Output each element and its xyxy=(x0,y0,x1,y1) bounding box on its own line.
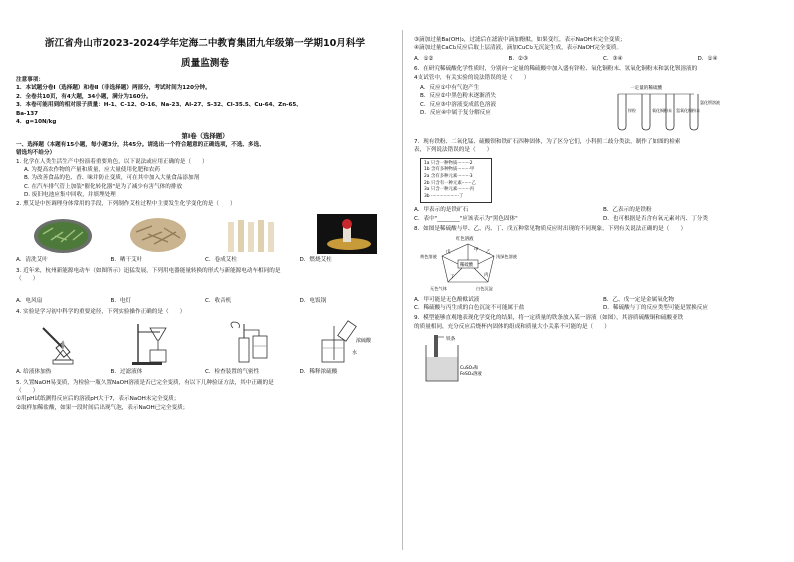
q6-option-d: D．反应④中属于复分解反应 xyxy=(420,110,491,117)
notes-heading: 注意事项： xyxy=(16,77,44,83)
q7-key-5: 3a 只含一种元素·········丙 xyxy=(424,187,475,193)
q5-statement-2: ②取样加稀盐酸，如果一段时间后出现气泡，表示NaOH已完全变质； xyxy=(16,404,189,411)
q6-block xyxy=(414,82,792,138)
q6-tube-3-label: 氢氧化铜粉末 xyxy=(676,108,700,114)
q7-option-a: A．甲表示的是铁矿石 xyxy=(414,207,469,214)
q5-statement-4: ④滴加过量CaCl₂反应后取上层清液，滴加CuCl₂无沉淀生成，表示NaOH完全变质。 xyxy=(414,45,623,52)
q8-stem: 8．如图是稀硫酸与甲、乙、丙、丁、戊五种常见物质反应时出现的不同现象，下列有关说法正确的是（ ） xyxy=(414,226,687,233)
q7-key-2: 1b 含有多种物质·········甲 xyxy=(424,167,475,173)
q8-label-wu: 戊 xyxy=(446,249,451,255)
q4-heating-liquid-figure xyxy=(33,320,93,366)
q8-lightgreen-label: 浅绿色溶液 xyxy=(496,253,517,259)
q2-figures xyxy=(16,210,394,254)
q8-option-a: A．甲可能是无色酚酞试液 xyxy=(414,296,480,303)
q2-washing-leaves-image xyxy=(33,214,93,254)
q9-beaker-figure xyxy=(424,331,494,385)
q8-label-yi: 乙 xyxy=(486,249,491,255)
note-2: 2．全卷共10页，有4大题，34小题，满分为160分。 xyxy=(16,93,152,100)
right-column xyxy=(414,36,792,385)
q5-statement-3: ③滴加过量Ba(OH)₂，过滤后在滤液中滴加酚酞，如果变红，表示NaOH未完全变质； xyxy=(414,37,626,43)
q6-test-tubes-figure xyxy=(604,82,720,138)
q6-caption: 一定量的稀硫酸 xyxy=(630,86,663,92)
q4-diluting-acid-figure xyxy=(312,320,378,366)
q6-stem-1: 6．在研究稀硫酸化学性质时，分别向一定量的稀硫酸中加入盛有锌粒、氧化铜粉末、氢氧化铜粉末和氯化钡溶液的 xyxy=(414,66,698,73)
q6-option-c: C．反应③中溶液变成蓝色溶液 xyxy=(420,101,497,108)
q5-option-c: C．③④ xyxy=(603,55,623,62)
q8-options-row-1 xyxy=(414,296,792,304)
q3-options xyxy=(16,297,394,305)
q1-option-a: A. 为提高农作物的产量和质量，应大量使用化肥和农药 xyxy=(24,167,160,174)
q3-stem-1: 3. 近年来，杭州新能源电动车（如图所示）迅猛发展，下列用电器能量转换的形式与新能源电动车相同的是 xyxy=(16,267,281,274)
q4-water-label: 水 xyxy=(351,350,357,357)
q5-stem-1: 5. 久置NaOH易变质，为检验一瓶久置NaOH溶液是否已完全变质，有以下几种验证方法，其中正确的是 xyxy=(16,379,274,386)
q4-acid-label: 浓硫酸 xyxy=(355,338,371,345)
title-line-1: 浙江省舟山市2023-2024学年定海二中教育集团九年级第一学期10月科学 xyxy=(44,38,366,49)
q5-option-d: D．①④ xyxy=(697,55,718,62)
section-intro-2: 错选均不给分） xyxy=(16,150,56,157)
q9-stem-2: 的质量相同，充分反应后烧杯内固体的组成和质量大小关系不可能的是（ ） xyxy=(414,323,610,330)
q8-option-d: D．稀硫酸与丁的反应类型可能是置换反应 xyxy=(603,305,708,312)
q9-solution-label-1: CuSO₄和 xyxy=(460,366,479,372)
q4-filtering-figure xyxy=(126,320,186,366)
q8-center-label: 稀硫酸 xyxy=(460,262,474,268)
q8-top-label: 红色溶液 xyxy=(456,236,474,242)
q6-option-b: B．反应②中黑色粉末逐渐消失 xyxy=(420,93,496,100)
q7-key-4: 2b 只含有一种元素·······乙 xyxy=(424,180,476,186)
q8-option-c: C．稀硫酸与丙生成的白色沉淀不可能属于盐 xyxy=(414,305,525,312)
q6-stem-2: 4支试管中，有关实验的说法错误的是（ ） xyxy=(414,74,530,81)
q2-rolling-moxa-image xyxy=(222,214,282,254)
q8-label-ding: 丁 xyxy=(450,274,455,280)
note-3: 3．本卷可能用到的相对原子质量：H-1、C-12、O-16、Na-23、Al-27、S-32、Cl-35.5、Cu-64、Zn-65、 xyxy=(16,102,302,109)
q2-option-a: A．清洗艾叶 xyxy=(16,257,48,264)
q8-yellow-label: 黄色溶液 xyxy=(420,253,437,259)
q6-tube-2-label: 氧化铜粉末 xyxy=(652,108,672,114)
q7-option-b: B．乙表示的是铁粉 xyxy=(603,207,652,214)
q5-stem-2: （ ） xyxy=(16,387,39,394)
q9-solution-label-2: FeSO₄溶液 xyxy=(460,372,482,378)
section-title: 第Ⅰ卷（选择题） xyxy=(181,132,229,141)
q7-key-3: 2a 含有多种元素·········3 xyxy=(424,174,473,180)
q2-stem: 2. 熏艾是中医调理身体常用的手段，下列制作艾柱过程中主要发生化学变化的是（ ） xyxy=(16,200,236,207)
q1-option-d: D. 废旧电池应集中回收，并填埋处理 xyxy=(24,192,116,199)
q7-options-row-1 xyxy=(414,206,792,214)
q1-option-c: C. 在汽车排气管上加装"催化转化器"是为了减少有害气体的排放 xyxy=(24,183,183,190)
q8-options-row-2 xyxy=(414,304,792,312)
q7-options-row-2 xyxy=(414,215,792,223)
q9-iron-label: 铁条 xyxy=(446,337,456,343)
q6-option-a: A．反应①中有气泡产生 xyxy=(420,85,480,92)
q7-stem-2: 表，下列说法错误的是（ ） xyxy=(414,147,493,154)
section-intro-1: 一、选择题（本题有15小题，每小题3分，共45分。请选出一个符合题意的正确选项，不选、多选、 xyxy=(16,141,265,148)
column-divider xyxy=(402,30,403,550)
q4-figures xyxy=(16,318,394,366)
note-3b: Ba-137 xyxy=(16,110,39,117)
q3-stem-2: （ ） xyxy=(16,275,39,282)
q2-option-b: B．晒干艾叶 xyxy=(110,257,143,264)
q4-option-b: B．过滤液体 xyxy=(110,369,143,376)
q6-tube-4-label: 氯化钡溶液 xyxy=(700,100,720,106)
q4-option-d: D．稀释浓硫酸 xyxy=(299,369,338,376)
q8-reaction-diagram xyxy=(420,234,516,296)
q5-statement-1: ①用pH试纸测得反应后的溶液pH大于7，表示NaOH未完全变质； xyxy=(16,396,180,403)
q4-option-c: C．检查装置的气密性 xyxy=(205,369,260,376)
q2-option-c: C．卷成艾柱 xyxy=(205,257,237,264)
q3-option-a: A．电风扇 xyxy=(16,298,43,305)
q6-tube-1-label: 锌粒 xyxy=(628,108,636,114)
q8-option-b: B．乙、戊一定是金属氧化物 xyxy=(603,296,674,303)
q5-options xyxy=(414,55,792,63)
q7-option-d: D．也可根据是否含有氧元素对丙、丁分类 xyxy=(603,215,708,222)
q9-stem-1: 9．模型能够直观地表现化学变化的结果，将一定质量的铁条放入某一溶液（如图），其溶质硫酸铜和硫酸亚铁 xyxy=(414,315,684,322)
q4-option-a: A. 给液体加热 xyxy=(16,369,52,376)
q4-stem: 4. 实验是学习初中科学的重要途径，下列实验操作正确的是（ ） xyxy=(16,308,186,315)
q8-label-jia: 甲 xyxy=(474,247,479,253)
q7-key-6: 3b ····················丁 xyxy=(424,193,464,199)
q1-option-b: B. 为改善食品的色、香、味并防止变质，可在其中加入大量食品添加剂 xyxy=(24,175,200,182)
q7-key-1: 1a 只含一种物质·········2 xyxy=(424,160,473,166)
q2-drying-leaves-image xyxy=(128,214,188,254)
page-title xyxy=(16,34,394,74)
q7-key-table xyxy=(420,158,492,204)
q6-options xyxy=(420,84,496,118)
q7-stem-1: 7．现有铁粉、二氧化锰、硫酸钡和铁矿石四种固体，为了区分它们，小科照二歧分类法，制作了如图的检索 xyxy=(414,139,681,146)
q2-options xyxy=(16,256,394,264)
q2-burning-moxa-image xyxy=(317,214,377,254)
note-1: 1．本试题分卷Ⅰ（选择题）和卷Ⅱ（非选择题）两部分，考试时间为120分钟。 xyxy=(16,85,211,92)
q3-option-c: C．收音机 xyxy=(205,298,232,305)
q1-stem: 1. 化学在人类生活生产中扮演着重要角色，以下说法或应用正确的是（ ） xyxy=(16,158,208,165)
q5-option-a: A．①② xyxy=(414,55,434,62)
q8-label-bing: 丙 xyxy=(484,272,489,278)
q2-option-d: D．燃烧艾柱 xyxy=(299,257,332,264)
q7-option-c: C．表中"________"应该表示为"黑色固体" xyxy=(414,215,518,222)
q3-option-b: B．电灯 xyxy=(110,298,132,305)
q4-options xyxy=(16,368,394,376)
q4-airtightness-figure xyxy=(219,320,279,366)
q3-option-d: D．电饭锅 xyxy=(299,298,327,305)
q8-gas-label: 无色气体 xyxy=(430,285,447,291)
title-line-2: 质量监测卷 xyxy=(181,58,229,69)
q5-option-b: B．②③ xyxy=(508,55,528,62)
left-column xyxy=(16,34,394,412)
note-4: 4．g=10N/kg xyxy=(16,119,57,126)
q8-precipitate-label: 白色沉淀 xyxy=(476,285,493,291)
